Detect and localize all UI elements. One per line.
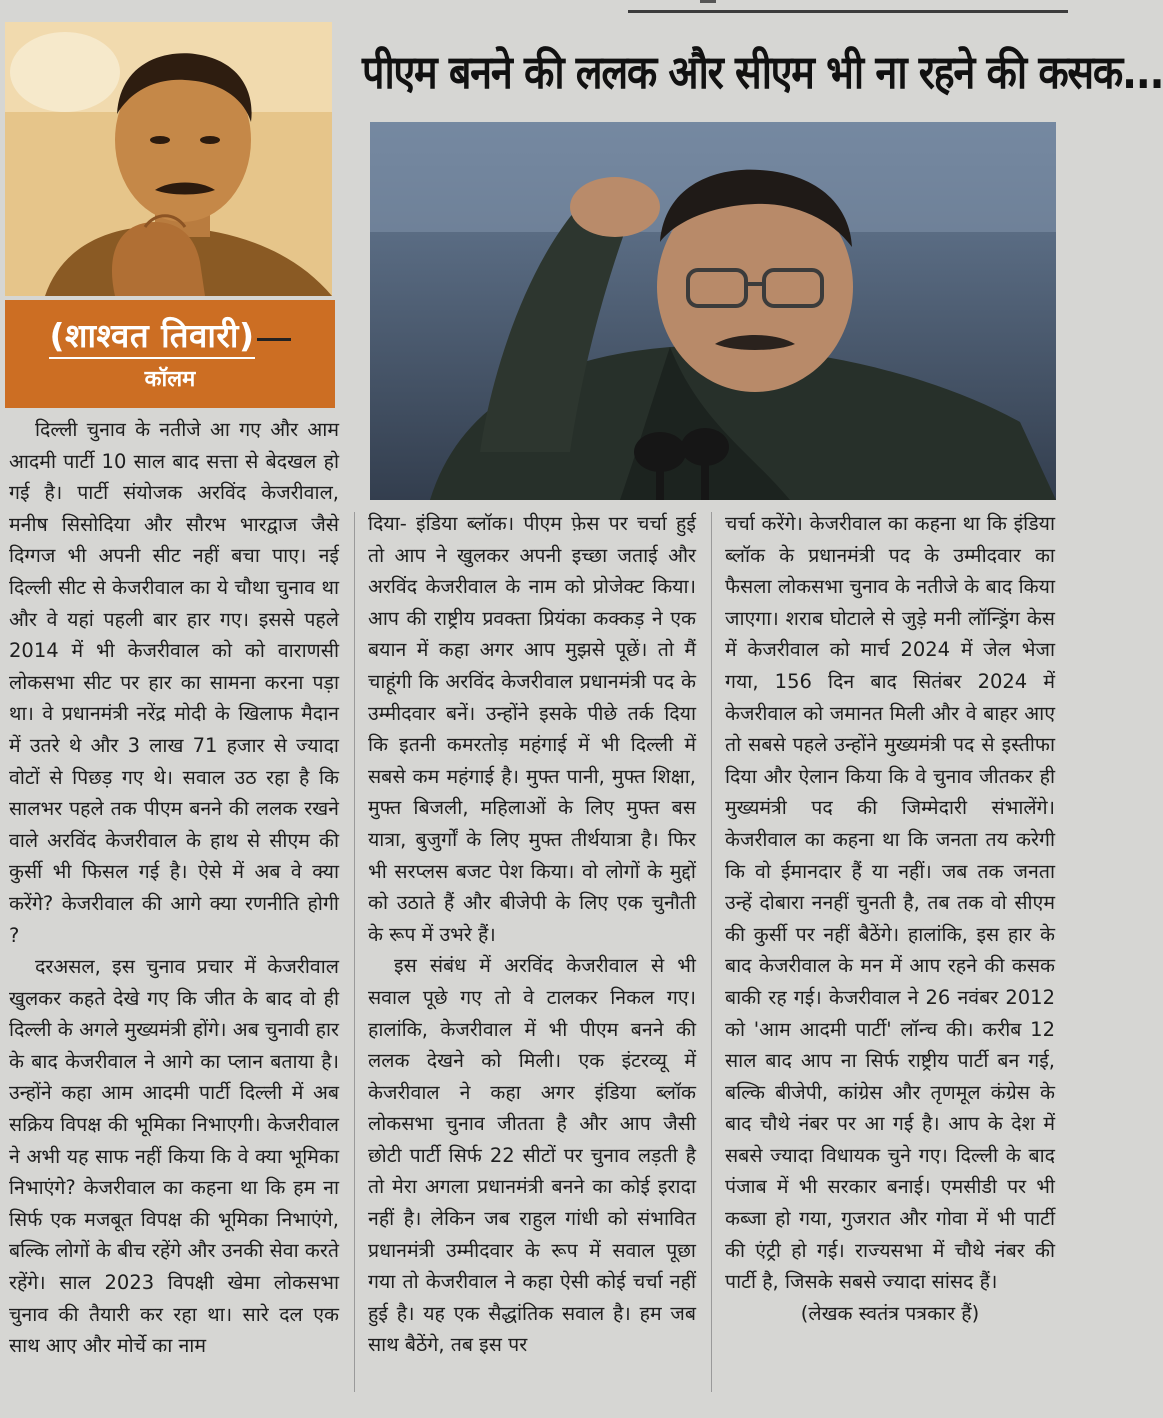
column-divider-left <box>354 512 355 1392</box>
main-photo <box>370 122 1056 500</box>
column-label: कॉलम <box>144 367 196 392</box>
author-disclaimer: (लेखक स्वतंत्र पत्रकार हैं) <box>800 1301 980 1325</box>
article-column-1 <box>9 414 339 1362</box>
article-column-2 <box>368 508 696 1361</box>
top-rule-mark <box>700 0 716 3</box>
top-rule <box>628 10 1068 13</box>
headline: पीएम बनने की ललक और सीएम भी ना रहने की कसक... <box>362 45 1163 99</box>
author-banner <box>5 300 335 408</box>
article-paragraph: इस संबंध में अरविंद केजरीवाल से भी सवाल पूछे गए तो वे टालकर निकल गए। हालांकि, केजरीवाल में भी पीएम बनने की ललक देखने को मिली। एक इंटरव्यू में केजरीवाल ने कहा अगर इंडिया ब्लॉक लोकसभा चुनाव जीतता है और आप जैसी छोटी पार्टी सिर्फ 22 सीटों पर चुनाव लड़ती है तो मेरा अगला प्रधानमंत्री बनने का कोई इरादा नहीं है। लेकिन जब राहुल गांधी को संभावित प्रधानमंत्री उम्मीदवार के रूप में सवाल पूछा गया तो केजरीवाल ने कहा ऐसी कोई चर्चा नहीं हुई है। यह एक सैद्धांतिक सवाल है। हम जब साथ बैठेंगे, तब इस पर <box>368 954 696 1357</box>
article-paragraph: दिल्ली चुनाव के नतीजे आ गए और आम आदमी पार्टी 10 साल बाद सत्ता से बेदखल हो गई है। पार्टी संयोजक अरविंद केजरीवाल, मनीष सिसोदिया और सौरभ भारद्वाज जैसे दिग्गज भी अपनी सीट नहीं बचा पाए। नई दिल्ली सीट से केजरीवाल का ये चौथा चुनाव था और वे यहां पहली बार हार गए। इससे पहले 2014 में भी केजरीवाल को को वाराणसी लोकसभा सीट पर हार का सामना करना पड़ा था। वे प्रधानमंत्री नरेंद्र मोदी के खिलाफ मैदान में उतरे थे और 3 लाख 71 हजार से ज्यादा वोटों से पिछड़ गए थे। सवाल उठ रहा है कि सालभर पहले तक पीएम बनने की ललक रखने वाले अरविंद केजरीवाल के हाथ से सीएम की कुर्सी भी फिसल गई है। ऐसे में अब वे क्या करेंगे? केजरीवाल की आगे क्या रणनीति होगी ? <box>9 418 339 947</box>
article-paragraph: दरअसल, इस चुनाव प्रचार में केजरीवाल खुलकर कहते देखे गए कि जीत के बाद वो ही दिल्ली के अगले मुख्यमंत्री होंगे। अब चुनावी हार के बाद केजरीवाल ने आगे का प्लान बताया है। उन्होंने कहा आम आदमी पार्टी दिल्ली में अब सक्रिय विपक्ष की भूमिका निभाएगी। केजरीवाल ने अभी यह साफ नहीं किया कि वे क्या भूमिका निभाएंगे? केजरीवाल का कहना था कि हम ना सिर्फ एक मजबूत विपक्ष की भूमिका निभाएंगे, बल्कि लोगों के बीच रहेंगे और उनकी सेवा करते रहेंगे। साल 2023 विपक्षी खेमा लोकसभा चुनाव की तैयारी कर रहा था। सारे दल एक साथ आए और मोर्चे का नाम <box>9 955 339 1358</box>
article-column-3 <box>725 508 1055 1329</box>
article-paragraph: दिया- इंडिया ब्लॉक। पीएम फ़ेस पर चर्चा हुई तो आप ने खुलकर अपनी इच्छा जताई और अरविंद केजरीवाल के नाम को प्रोजेक्ट किया। आप की राष्ट्रीय प्रवक्ता प्रियंका कक्कड़ ने एक बयान में कहा अगर आप मुझसे पूछें। तो मैं चाहूंगी कि अरविंद केजरीवाल प्रधानमंत्री पद के उम्मीदवार बनें। उन्होंने इसके पीछे तर्क दिया कि इतनी कमरतोड़ महंगाई में भी दिल्ली में सबसे कम महंगाई है। मुफ्त पानी, मुफ्त शिक्षा, मुफ्त बिजली, महिलाओं के लिए मुफ्त बस यात्रा, बुजुर्गों के लिए मुफ्त तीर्थयात्रा है। फिर भी सरप्लस बजट पेश किया। वो लोगों के मुद्दों को उठाते हैं और बीजेपी के लिए एक चुनौती के रूप में उभरे हैं। <box>368 512 696 946</box>
author-name: (शाश्वत तिवारी) <box>49 312 254 359</box>
name-underline-dash <box>257 338 291 341</box>
column-divider-right <box>711 512 712 1392</box>
author-photo <box>5 22 332 296</box>
article-paragraph: चर्चा करेंगे। केजरीवाल का कहना था कि इंडिया ब्लॉक के प्रधानमंत्री पद के उम्मीदवार का फैसला लोकसभा चुनाव के नतीजे के बाद किया जाएगा। शराब घोटाले से जुड़े मनी लॉन्ड्रिंग केस में केजरीवाल को मार्च 2024 में जेल भेजा गया, 156 दिन बाद सितंबर 2024 में केजरीवाल को जमानत मिली और वे बाहर आए तो सबसे पहले उन्होंने मुख्यमंत्री पद से इस्तीफा दिया और ऐलान किया कि वे चुनाव जीतकर ही मुख्यमंत्री पद की जिम्मेदारी संभालेंगे। केजरीवाल का कहना था कि जनता तय करेगी कि वो ईमानदार हैं या नहीं। जब तक जनता उन्हें दोबारा ननहीं चुनती है, तब तक वो सीएम की कुर्सी पर नहीं बैठेंगे। हालांकि, इस हार के बाद केजरीवाल के मन में आप रहने की कसक बाकी रह गई। केजरीवाल ने 26 नवंबर 2012 को 'आम आदमी पार्टी' लॉन्च की। करीब 12 साल बाद आप ना सिर्फ राष्ट्रीय पार्टी बन गई, बल्कि बीजेपी, कांग्रेस और तृणमूल कंग्रेस के बाद चौथे नंबर पर आ गई है। आप के देश में सबसे ज्यादा विधायक चुने गए। दिल्ली के बाद पंजाब में भी सरकार बनाई। एमसीडी पर भी कब्जा हो गया, गुजरात और गोवा में भी पार्टी की एंट्री हो गई। राज्यसभा में चौथे नंबर की पार्टी है, जिसके सबसे ज्यादा सांसद हैं। <box>725 512 1055 1294</box>
